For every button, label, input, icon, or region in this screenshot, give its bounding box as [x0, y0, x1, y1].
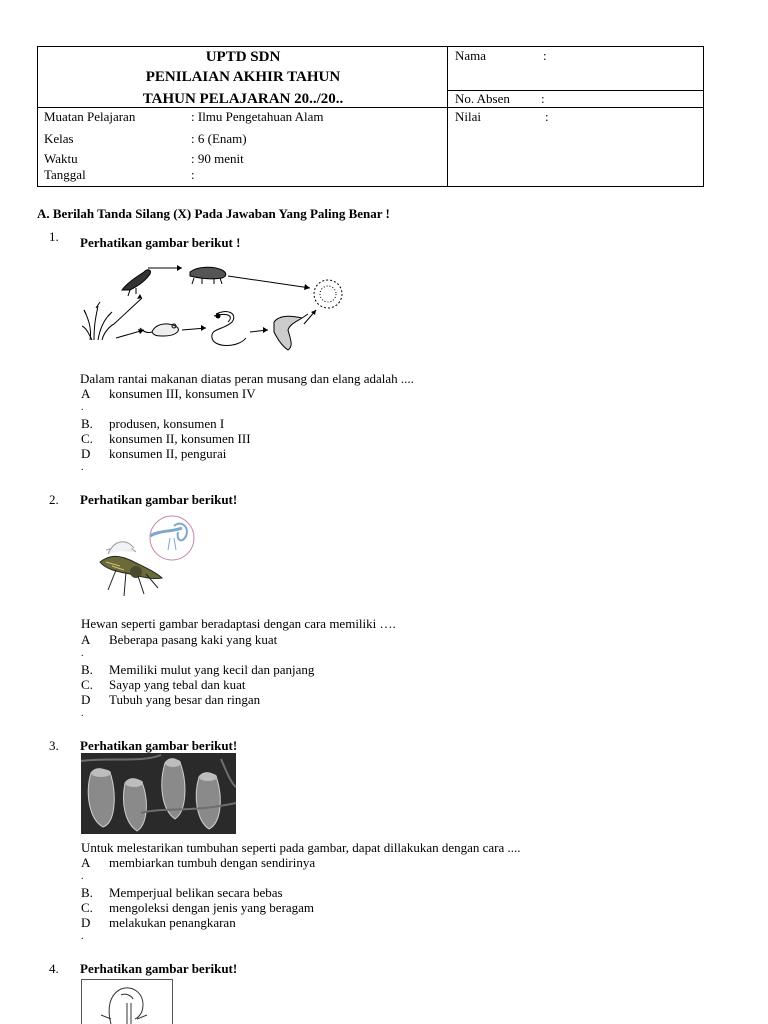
field-value-time: : 90 menit — [191, 151, 244, 166]
option-text: produsen, konsumen I — [109, 416, 225, 431]
question-2-option-a[interactable] — [81, 632, 277, 648]
nilai-colon: : — [545, 109, 549, 124]
nilai-label: Nilai — [455, 109, 481, 124]
anatomy-image — [81, 979, 173, 1024]
option-dot: . — [81, 462, 84, 473]
question-3-stem: Untuk melestarikan tumbuhan seperti pada gambar, dapat dillakukan dengan cara .... — [81, 840, 521, 855]
question-1-option-d[interactable] — [81, 446, 226, 462]
school-title: UPTD SDN — [205, 49, 281, 65]
question-3-option-b[interactable] — [81, 885, 283, 901]
question-4-number: 4. — [49, 961, 59, 976]
year-title: TAHUN PELAJARAN 20../20.. — [142, 91, 344, 107]
question-3-prompt: Perhatikan gambar berikut! — [80, 738, 238, 753]
nama-label: Nama — [455, 48, 487, 63]
option-dot: . — [81, 402, 84, 413]
option-text: Tubuh yang besar dan ringan — [109, 692, 261, 707]
question-3-number: 3. — [49, 738, 59, 753]
option-letter: C. — [81, 431, 93, 446]
option-letter: A — [81, 386, 91, 401]
food-chain-image — [82, 258, 354, 356]
question-1-option-b[interactable] — [81, 416, 224, 432]
question-3-option-a[interactable] — [81, 855, 315, 871]
option-text: konsumen II, konsumen III — [109, 431, 251, 446]
option-text: Sayap yang tebal dan kuat — [109, 677, 246, 692]
pitcher-plant-image — [81, 753, 236, 834]
eagle-icon — [274, 314, 308, 350]
option-dot: . — [81, 871, 84, 882]
bird-icon — [122, 270, 151, 296]
question-2-stem: Hewan seperti gambar beradaptasi dengan cara memiliki …. — [81, 616, 396, 631]
option-letter: D — [81, 692, 91, 707]
option-letter: B. — [81, 885, 93, 900]
option-text: mengoleksi dengan jenis yang beragam — [109, 900, 315, 915]
option-letter: A — [81, 855, 91, 870]
field-value-class: : 6 (Enam) — [191, 131, 247, 146]
option-dot: . — [81, 708, 84, 719]
section-title: A. Berilah Tanda Silang (X) Pada Jawaban Yang Paling Benar ! — [37, 206, 390, 221]
question-1-stem: Dalam rantai makanan diatas peran musang dan elang adalah .... — [80, 371, 414, 386]
option-text: melakukan penangkaran — [109, 915, 236, 930]
field-label-subject: Muatan Pelajaran — [44, 109, 136, 124]
question-2-prompt: Perhatikan gambar berikut! — [80, 492, 238, 507]
question-2-option-c[interactable] — [81, 677, 245, 693]
option-text: Beberapa pasang kaki yang kuat — [109, 632, 278, 647]
field-label-date: Tanggal — [44, 167, 86, 182]
fly-image — [86, 510, 198, 606]
option-text: Memperjual belikan secara bebas — [109, 885, 283, 900]
option-text: membiarkan tumbuh dengan sendirinya — [109, 855, 316, 870]
question-1-option-c[interactable] — [81, 431, 251, 447]
option-text: konsumen III, konsumen IV — [109, 386, 256, 401]
exam-title: PENILAIAN AKHIR TAHUN — [145, 69, 341, 85]
option-letter: B. — [81, 662, 93, 677]
snake-icon — [212, 312, 246, 346]
option-letter: C. — [81, 900, 93, 915]
grass-icon — [82, 302, 114, 340]
option-dot: . — [81, 931, 84, 942]
question-1-option-a[interactable] — [81, 386, 256, 402]
option-text: konsumen II, pengurai — [109, 446, 227, 461]
question-2-option-d[interactable] — [81, 692, 260, 708]
question-3-option-d[interactable] — [81, 915, 236, 931]
option-letter: D — [81, 915, 91, 930]
field-value-date: : — [191, 167, 195, 182]
mongoose-icon — [190, 267, 226, 284]
absen-colon: : — [541, 91, 545, 106]
question-2-number: 2. — [49, 492, 59, 507]
field-value-subject: : Ilmu Pengetahuan Alam — [191, 109, 324, 124]
mouse-icon — [140, 324, 178, 336]
question-2-option-b[interactable] — [81, 662, 314, 678]
question-3-option-c[interactable] — [81, 900, 314, 916]
absen-label: No. Absen — [455, 91, 510, 106]
option-letter: C. — [81, 677, 93, 692]
question-1-number: 1. — [49, 229, 59, 244]
question-4-prompt: Perhatikan gambar berikut! — [80, 961, 238, 976]
option-letter: A — [81, 632, 91, 647]
option-text: Memiliki mulut yang kecil dan panjang — [109, 662, 315, 677]
option-letter: D — [81, 446, 91, 461]
option-dot: . — [81, 648, 84, 659]
header-table — [37, 46, 704, 187]
decomposer-icon — [314, 280, 342, 308]
header-divider-vertical — [447, 47, 448, 186]
nama-colon: : — [543, 48, 547, 63]
field-label-class: Kelas — [44, 131, 74, 146]
option-letter: B. — [81, 416, 93, 431]
question-1-prompt: Perhatikan gambar berikut ! — [80, 235, 241, 250]
field-label-time: Waktu — [44, 151, 78, 166]
